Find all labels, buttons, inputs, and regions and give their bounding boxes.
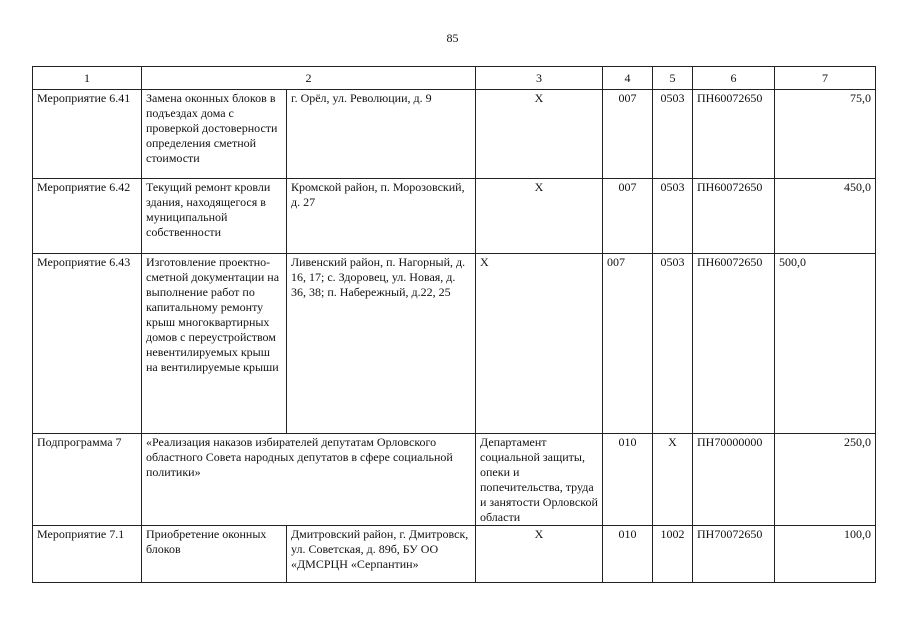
row-amount: 450,0	[775, 179, 876, 254]
row-name: Замена оконных блоков в подъездах дома с проверкой достоверности определения сметной стоимости	[142, 90, 287, 179]
measure-row	[33, 179, 876, 254]
row-address: Кромской район, п. Морозовский, д. 27	[287, 179, 476, 254]
row-grbs: 010	[603, 526, 653, 583]
row-csr: ПН70072650	[693, 526, 775, 583]
row-rz-pr: 1002	[653, 526, 693, 583]
row-executor: Х	[476, 254, 603, 434]
header-col-5: 5	[653, 67, 693, 90]
row-executor: Х	[476, 179, 603, 254]
subprogram-row	[33, 434, 876, 526]
measure-row	[33, 90, 876, 179]
page-number: 85	[446, 31, 459, 45]
row-rz-pr: 0503	[653, 254, 693, 434]
row-amount: 100,0	[775, 526, 876, 583]
row-csr: ПН70000000	[693, 434, 775, 526]
row-name: Изготовление проектно-сметной документации на выполнение работ по капитальному ремонту крыш многоквартирных домов с переустройством невентилируемых крыш на вентилируемые крыши	[142, 254, 287, 434]
measure-row	[33, 254, 876, 434]
header-col-3: 3	[476, 67, 603, 90]
row-code: Мероприятие 7.1	[33, 526, 142, 583]
row-csr: ПН60072650	[693, 254, 775, 434]
table-body	[33, 90, 876, 583]
row-name: Текущий ремонт кровли здания, находящегося в муниципальной собственности	[142, 179, 287, 254]
row-executor: Х	[476, 526, 603, 583]
row-grbs: 010	[603, 434, 653, 526]
row-executor: Департамент социальной защиты, опеки и попечительства, труда и занятости Орловской области	[476, 434, 603, 526]
row-rz-pr: 0503	[653, 90, 693, 179]
row-name: «Реализация наказов избирателей депутатам Орловского областного Совета народных депутатов в сфере социальной политики»	[142, 434, 476, 526]
row-csr: ПН60072650	[693, 90, 775, 179]
row-amount: 500,0	[775, 254, 876, 434]
header-col-6: 6	[693, 67, 775, 90]
row-rz-pr: Х	[653, 434, 693, 526]
row-grbs: 007	[603, 179, 653, 254]
measure-row	[33, 526, 876, 583]
row-code: Мероприятие 6.41	[33, 90, 142, 179]
row-grbs: 007	[603, 90, 653, 179]
row-address: Дмитровский район, г. Дмитровск, ул. Советская, д. 89б, БУ ОО «ДМСРЦН «Серпантин»	[287, 526, 476, 583]
row-name: Приобретение оконных блоков	[142, 526, 287, 583]
row-address: г. Орёл, ул. Революции, д. 9	[287, 90, 476, 179]
row-grbs: 007	[603, 254, 653, 434]
row-code: Подпрограмма 7	[33, 434, 142, 526]
row-address: Ливенский район, п. Нагорный, д. 16, 17; с. Здоровец, ул. Новая, д. 36, 38; п. Набережный, д.22, 25	[287, 254, 476, 434]
row-code: Мероприятие 6.42	[33, 179, 142, 254]
row-rz-pr: 0503	[653, 179, 693, 254]
header-col-1: 1	[33, 67, 142, 90]
header-row	[33, 67, 876, 90]
row-amount: 75,0	[775, 90, 876, 179]
row-amount: 250,0	[775, 434, 876, 526]
row-csr: ПН60072650	[693, 179, 775, 254]
row-executor: Х	[476, 90, 603, 179]
header-col-7: 7	[775, 67, 876, 90]
budget-table	[32, 66, 876, 583]
header-col-4: 4	[603, 67, 653, 90]
header-col-2: 2	[142, 67, 476, 90]
row-code: Мероприятие 6.43	[33, 254, 142, 434]
